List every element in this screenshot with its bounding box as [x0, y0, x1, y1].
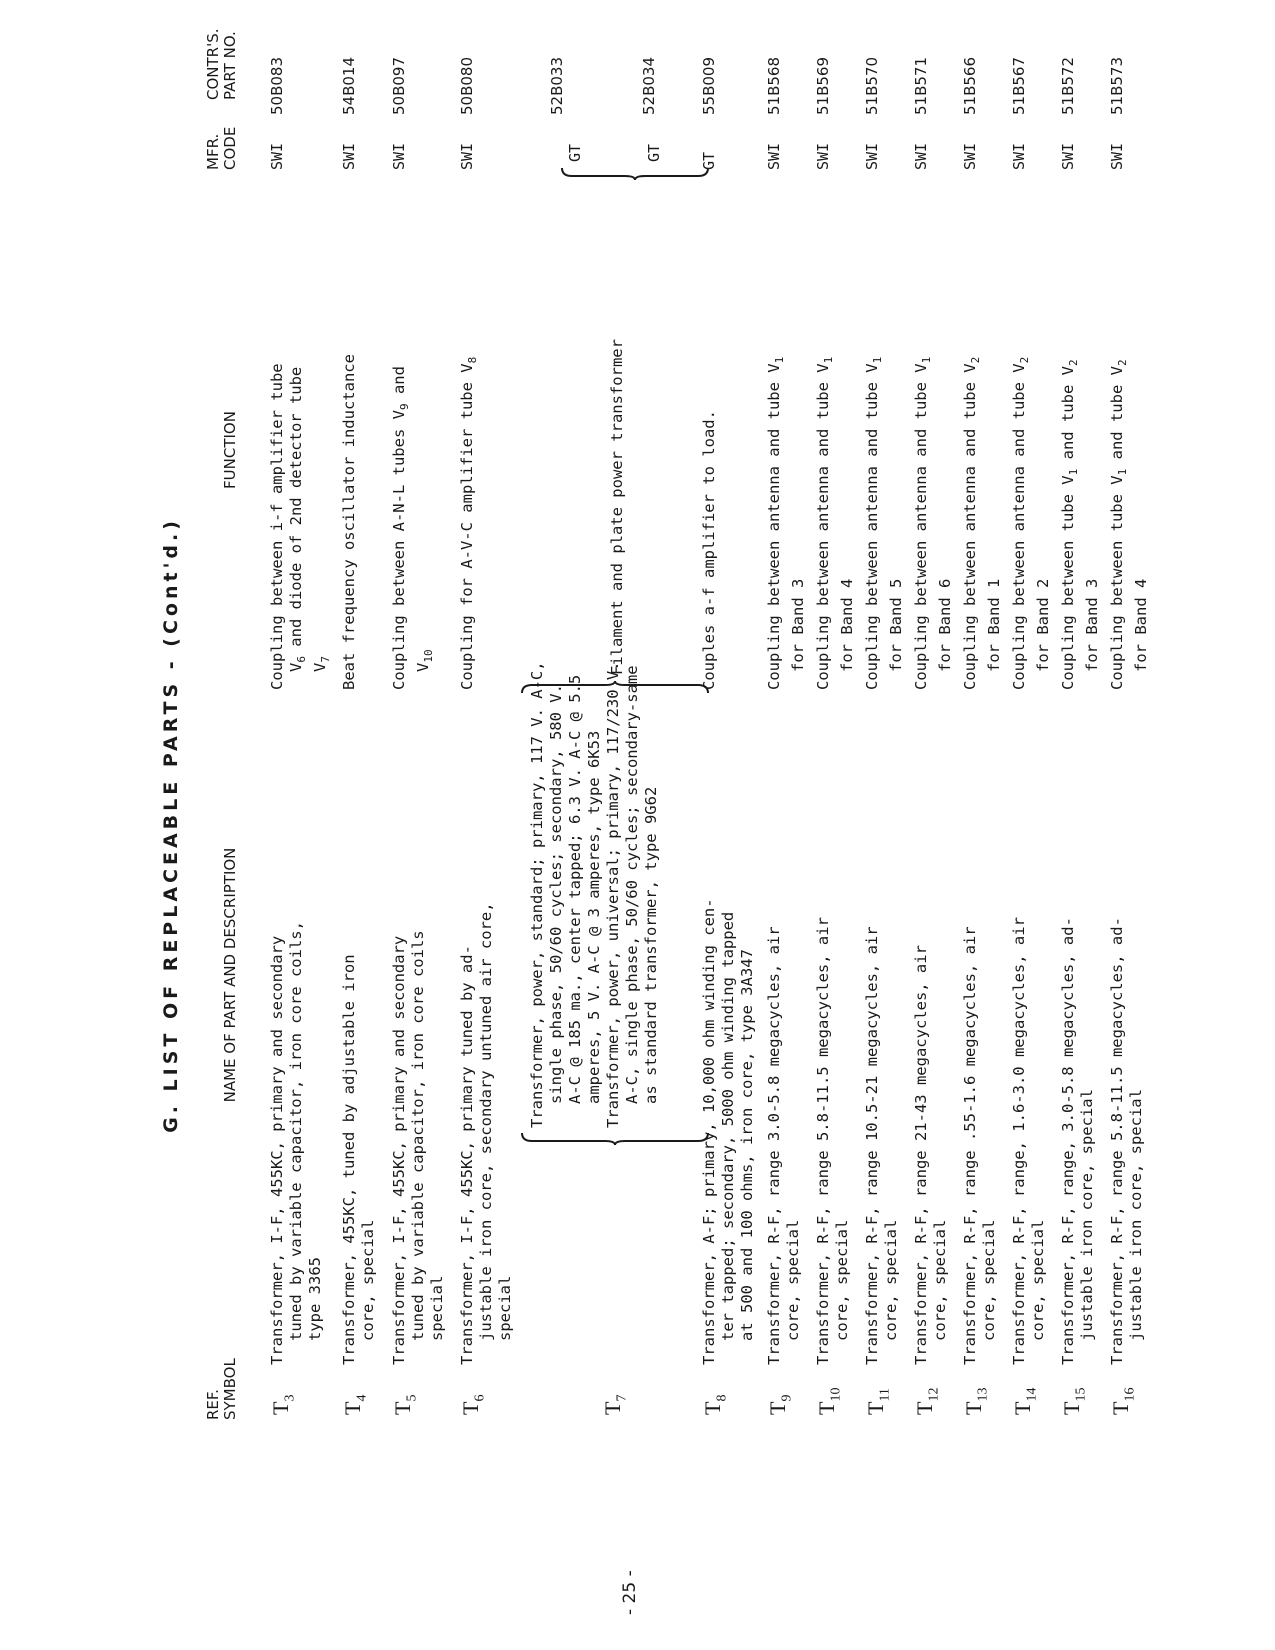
- description-t5: Transformer, I-F, 455KC, primary and secondary tuned by variable capacitor, iron core coils special: [390, 930, 446, 1365]
- part-no-t6: 50B080: [458, 56, 476, 115]
- mfr-code-t14: SWI: [1010, 142, 1028, 170]
- page-number: - 25 -: [620, 1570, 640, 1615]
- mfr-code-t16: SWI: [1108, 142, 1126, 170]
- header-name-description: NAME OF PART AND DESCRIPTION: [221, 847, 239, 1103]
- part-no-t7-universal: 52B034: [640, 56, 658, 115]
- ref-symbol-t14: $T_{14}$: [1010, 1387, 1040, 1415]
- function-t5: Coupling between A-N-L tubes $V_9$ and $V_{10}$: [390, 366, 436, 690]
- ref-symbol-t16: $T_{16}$: [1108, 1387, 1138, 1415]
- description-t10: Transformer, R-F, range 5.8-11.5 megacycles, air core, special: [814, 917, 851, 1365]
- part-no-t3: 50B083: [268, 56, 286, 115]
- header-part-line2: PART NO.: [221, 31, 239, 100]
- function-t14: Coupling between antenna and tube $V_2$ for Band 2: [1010, 356, 1053, 690]
- ref-symbol-t10: $T_{10}$: [814, 1387, 844, 1415]
- mfr-code-t15: SWI: [1059, 142, 1077, 170]
- part-no-t12: 51B571: [912, 56, 930, 115]
- part-no-t11: 51B570: [863, 56, 881, 115]
- part-no-t14: 51B567: [1010, 56, 1028, 115]
- mfr-code-t6: SWI: [458, 142, 476, 170]
- description-t6: Transformer, I-F, 455KC, primary tuned by ad- justable iron core, secondary untuned air core, special: [458, 902, 514, 1365]
- description-t8: Transformer, A-F; primary, 10,000 ohm winding cen- ter tapped; secondary, 5000 ohm winding tapped at 500 and 100 ohms, iron core, type 3A347: [700, 898, 756, 1365]
- header-function: FUNCTION: [221, 411, 239, 489]
- part-no-t10: 51B569: [814, 56, 832, 115]
- function-t11: Coupling between antenna and tube $V_1$ for Band 5: [863, 356, 906, 690]
- mfr-code-t4: SWI: [340, 142, 358, 170]
- mfr-code-t3: SWI: [268, 142, 286, 170]
- ref-symbol-t7: $T_7$: [600, 1394, 630, 1415]
- function-t8: Couples a-f amplifier to load.: [700, 410, 718, 690]
- function-t16: Coupling between tube $V_1$ and tube $V_2$ for Band 4: [1108, 359, 1151, 690]
- description-t13: Transformer, R-F, range .55-1.6 megacycles, air core, special: [961, 926, 998, 1365]
- brace-left: [520, 1131, 710, 1145]
- description-t11: Transformer, R-F, range 10.5-21 megacycles, air core, special: [863, 926, 900, 1365]
- function-t6: Coupling for A-V-C amplifier tube $V_8$: [458, 356, 480, 690]
- mfr-code-t9: SWI: [765, 142, 783, 170]
- part-no-t15: 51B572: [1059, 56, 1077, 115]
- description-t15: Transformer, R-F, range, 3.0-5.8 megacycles, ad- justable iron core, special: [1059, 917, 1096, 1365]
- description-t9: Transformer, R-F, range 3.0-5.8 megacycles, air core, special: [765, 926, 802, 1365]
- brace-right: [520, 681, 710, 695]
- description-t4: Transformer, 455KC, tuned by adjustable iron core, special: [340, 954, 377, 1365]
- part-no-t16: 51B573: [1108, 56, 1126, 115]
- function-t12: Coupling between antenna and tube $V_1$ for Band 6: [912, 356, 955, 690]
- description-t3: Transformer, I-F, 455KC, primary and secondary tuned by variable capacitor, iron core coils, type 3365: [268, 921, 324, 1365]
- ref-symbol-t4: $T_4$: [340, 1394, 370, 1415]
- header-part-no: [205, 29, 239, 101]
- part-no-t13: 51B566: [961, 56, 979, 115]
- part-no-t8: 55B009: [700, 56, 718, 115]
- brace-mfr: [560, 166, 710, 180]
- part-no-t4: 54B014: [340, 56, 358, 115]
- function-t15: Coupling between tube $V_1$ and tube $V_2$ for Band 3: [1059, 359, 1102, 690]
- ref-symbol-t12: $T_{12}$: [912, 1387, 942, 1415]
- mfr-code-t7-standard: GT: [566, 143, 584, 162]
- ref-symbol-t5: $T_5$: [390, 1394, 420, 1415]
- mfr-code-t7-universal: GT: [645, 143, 663, 162]
- ref-symbol-t11: $T_{11}$: [863, 1388, 893, 1415]
- header-ref-line1: REF.: [204, 1389, 222, 1420]
- mfr-code-t11: SWI: [863, 142, 881, 170]
- mfr-code-t13: SWI: [961, 142, 979, 170]
- function-t3: Coupling between i-f amplifier tube $V_6$ and diode of 2nd detector tube $V_7$: [268, 363, 333, 690]
- part-no-t9: 51B568: [765, 56, 783, 115]
- header-ref-line2: SYMBOL: [221, 1358, 239, 1420]
- mfr-code-t8: GT: [700, 151, 718, 170]
- description-t16: Transformer, R-F, range 5.8-11.5 megacycles, ad- justable iron core, special: [1108, 917, 1145, 1365]
- function-t13: Coupling between antenna and tube $V_2$ for Band 1: [961, 356, 1004, 690]
- function-t10: Coupling between antenna and tube $V_1$ for Band 4: [814, 356, 857, 690]
- header-mfr-line2: CODE: [221, 126, 239, 170]
- ref-symbol-t6: $T_6$: [458, 1394, 488, 1415]
- header-mfr-code: [205, 127, 239, 170]
- ref-symbol-t15: $T_{15}$: [1059, 1387, 1089, 1415]
- page-title: G. LIST OF REPLACEABLE PARTS - (Cont'd.): [160, 517, 182, 1133]
- description-t14: Transformer, R-F, range, 1.6-3.0 megacycles, air core, special: [1010, 917, 1047, 1365]
- header-mfr-line1: MFR.: [204, 133, 222, 170]
- mfr-code-t5: SWI: [390, 142, 408, 170]
- part-no-t5: 50B097: [390, 56, 408, 115]
- header-part-line1: CONTR'S.: [204, 28, 222, 100]
- function-t9: Coupling between antenna and tube $V_1$ for Band 3: [765, 356, 808, 690]
- ref-symbol-t3: $T_3$: [268, 1394, 298, 1415]
- function-t7: Filament and plate power transformer: [608, 339, 626, 675]
- function-t4: Beat frequency oscillator inductance: [340, 354, 358, 690]
- ref-symbol-t9: $T_9$: [765, 1394, 795, 1415]
- header-ref-symbol: [205, 1358, 239, 1420]
- description-t12: Transformer, R-F, range 21-43 megacycles, air core, special: [912, 945, 949, 1365]
- mfr-code-t12: SWI: [912, 142, 930, 170]
- ref-symbol-t8: $T_8$: [700, 1394, 730, 1415]
- description-t7: Transformer, power, standard; primary, 117 V. A-C, single phase, 50/60 cycles; secondary, 580 V. A-C @ 185 ma., center tapped; 6.3 V. A-C @ 5.5 amperes, 5 V. A-C @ 3 amperes, type 6K53 Transformer, power, universal; primary, 117/230 V. A-C, single phase, 50/60 cycles; secondary-same as standard transformer, type 9G62: [528, 661, 660, 1128]
- ref-symbol-t13: $T_{13}$: [961, 1387, 991, 1415]
- mfr-code-t10: SWI: [814, 142, 832, 170]
- part-no-t7-standard: 52B033: [548, 56, 566, 115]
